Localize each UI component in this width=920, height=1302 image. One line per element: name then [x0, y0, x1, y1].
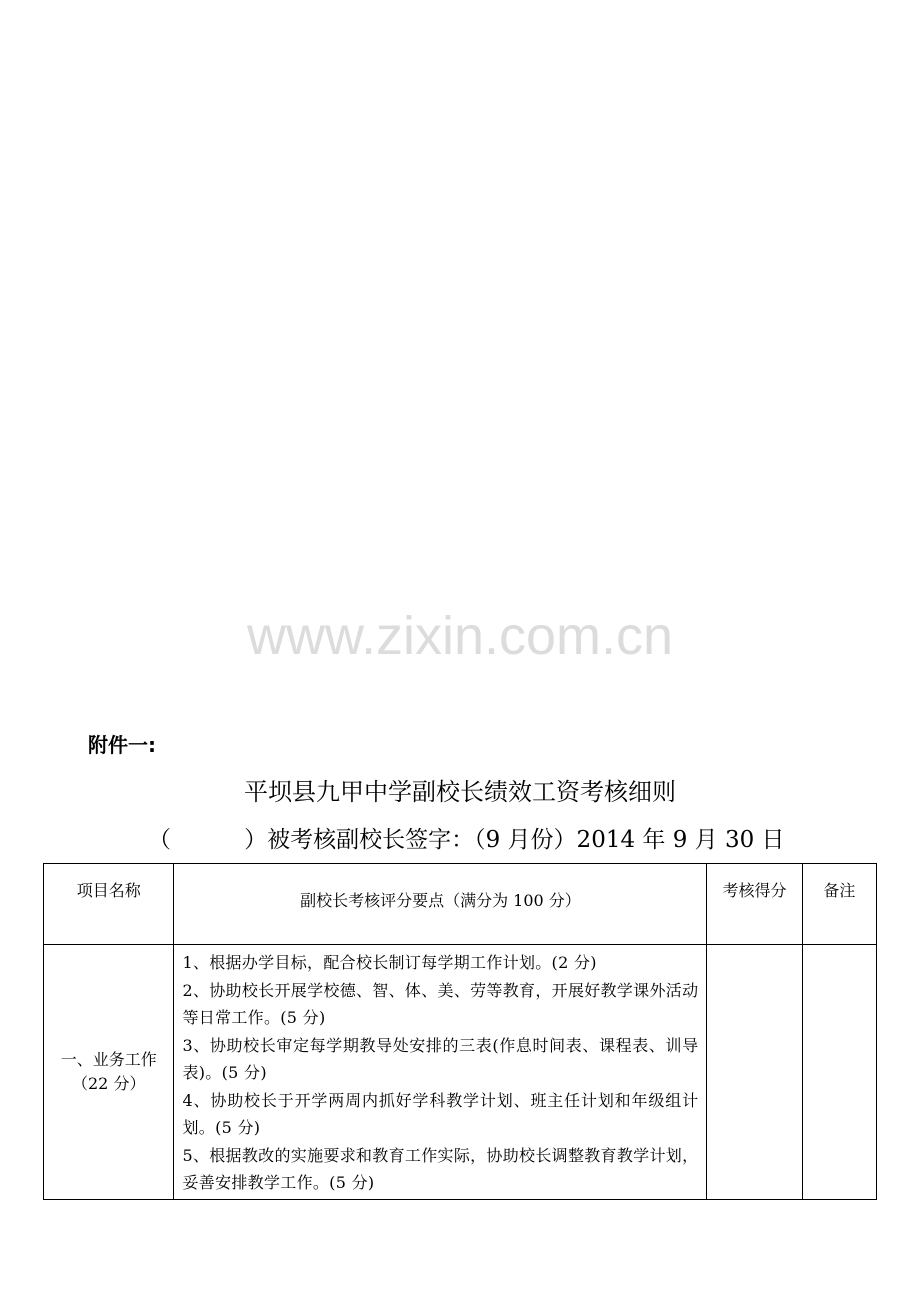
category-cell: [44, 945, 174, 1200]
scoring-item: 4、协助校长于开学两周内抓好学科教学计划、班主任计划和年级组计划。(5 分): [182, 1090, 699, 1137]
category-name: 一、业务工作: [60, 1050, 157, 1069]
header-scoring-points: 副校长考核评分要点（满分为 100 分）: [174, 864, 707, 945]
attachment-label: 附件一:: [88, 733, 156, 757]
header-score: 考核得分: [707, 864, 802, 945]
remark-cell: [802, 945, 876, 1200]
header-item-name: 项目名称: [44, 864, 174, 945]
watermark: www.zixin.com.cn: [246, 606, 674, 666]
signature-line: （ ）被考核副校长签字：（9 月份）2014 年 9 月 30 日: [148, 827, 785, 853]
scoring-item: 2、协助校长开展学校德、智、体、美、劳等教育，开展好教学课外活动等日常工作。(5 分): [182, 980, 699, 1027]
table-row: [44, 945, 877, 1200]
assessment-table: [43, 863, 877, 1200]
scoring-item: 3、协助校长审定每学期教导处安排的三表(作息时间表、课程表、训导表)。(5 分): [182, 1035, 699, 1082]
scoring-item: 1、根据办学目标，配合校长制订每学期工作计划。(2 分): [182, 953, 597, 972]
score-cell: [707, 945, 802, 1200]
header-remark: 备注: [802, 864, 876, 945]
category-points: （22 分）: [72, 1074, 146, 1093]
scoring-item: 5、根据教改的实施要求和教育工作实际，协助校长调整教育教学计划，妥善安排教学工作。(5 分): [182, 1145, 699, 1192]
scoring-items-cell: [174, 945, 707, 1200]
document-title: 平坝县九甲中学副校长绩效工资考核细则: [244, 778, 676, 806]
table-header-row: [44, 864, 877, 945]
